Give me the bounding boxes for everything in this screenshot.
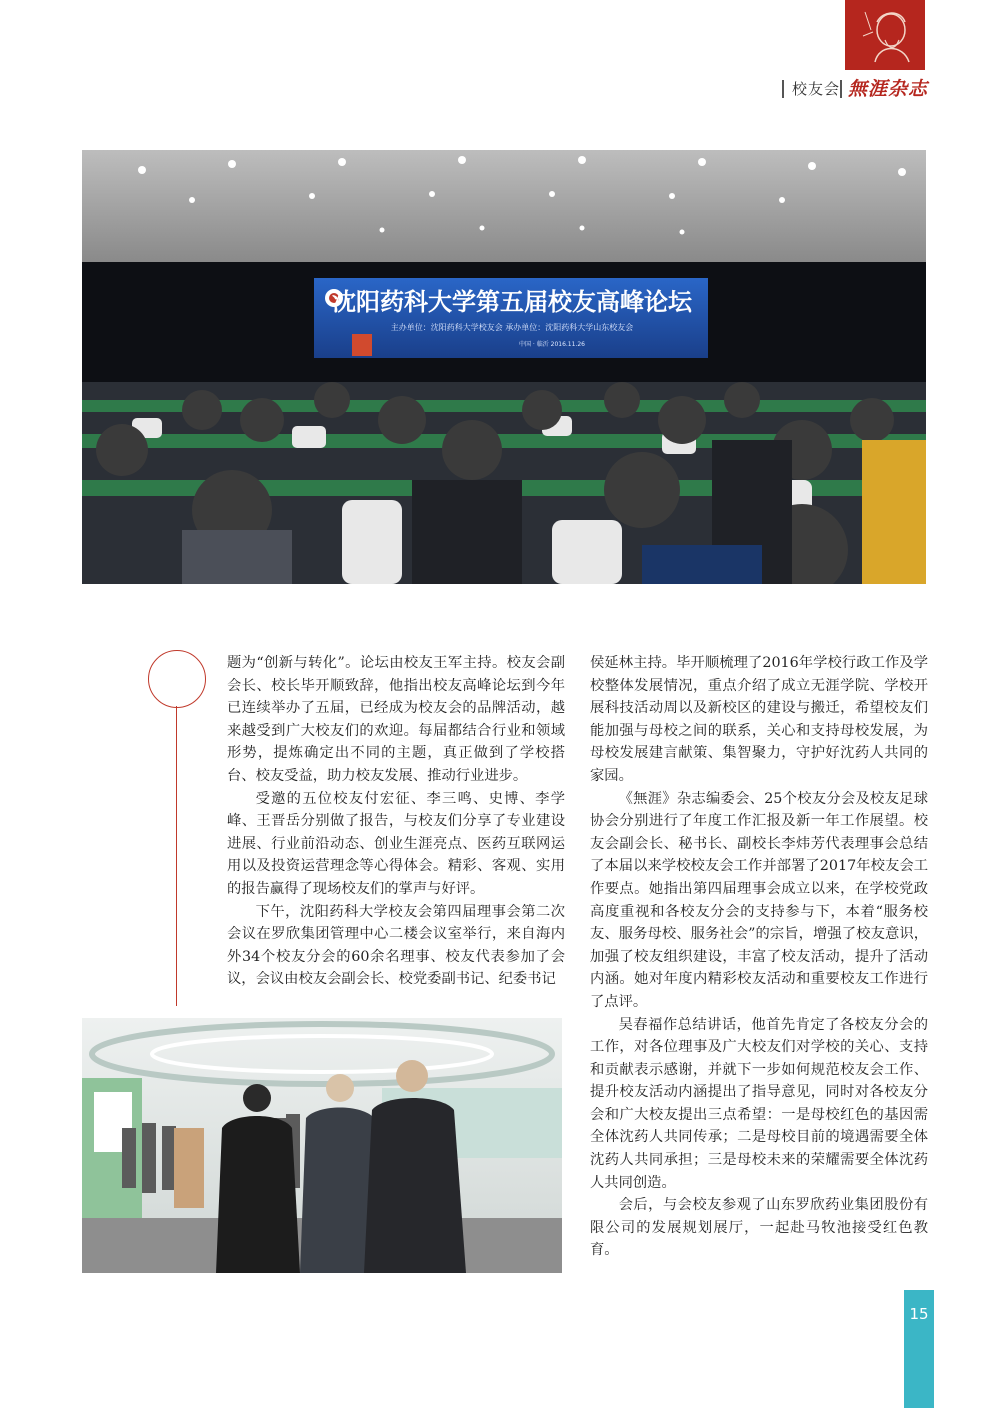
paragraph: 题为“创新与转化”。论坛由校友王军主持。校友会副会长、校长毕开顺致辞，他指出校友高峰论坛到今年已连续举办了五届，已经成为校友会的品牌活动，越来越受到广大校友们的欢迎。每届都结合行业和领域形势，提炼确定出不同的主题，真正做到了学校搭台、校友受益，助力校友发展、推动行业进步。 — [227, 655, 565, 784]
paragraph: 受邀的五位校友付宏征、李三鸣、史博、李学峰、王晋岳分别做了报告，与校友们分享了专业建设进展、行业前沿动态、创业生涯亮点、医药互联网运用以及投资运营理念等心得体会。精彩、客观、实用的报告赢得了现场校友们的掌声与好评。 — [227, 790, 565, 897]
forum-hall-photo — [82, 150, 926, 584]
decorative-circle — [148, 650, 206, 708]
magazine-title: 無涯杂志 — [848, 78, 929, 100]
paragraph: 吴春福作总结讲话，他首先肯定了各校友分会的工作，对各位理事及广大校友们对学校的关心、支持和贡献表示感谢，并就下一步如何规范校友会工作、提升校友活动内涵提出了指导意见，同时对各校友分会和广大校友提出三点希望：一是母校红色的基因需全体沈药人共同传承；二是母校目前的境遇需要全体沈药人共同承担；三是母校未来的荣耀需要全体沈药人共同创造。 — [590, 1016, 928, 1191]
section-label: 校友会 — [792, 80, 841, 98]
banner-location: 中国 · 临沂 2016.11.26 — [519, 341, 585, 348]
page-number: 15 — [909, 1305, 929, 1323]
paragraph: 《無涯》杂志编委会、25个校友分会及校友足球协会分别进行了年度工作汇报及新一年工作展望。校友会副会长、秘书长、副校长李炜芳代表理事会总结了本届以来学校校友会工作并部署了2017年校友会工作要点。她指出第四届理事会成立以来，在学校党政高度重视和各校友分会的支持参与下，本着“服务校友、服务母校、服务社会”的宗旨，增强了校友意识，加强了校友组织建设，丰富了校友活动，提升了活动内涵。她对年度内精彩校友活动和重要校友工作进行了点评。 — [590, 790, 928, 1010]
decorative-line — [176, 706, 177, 1006]
section-divider-left — [782, 80, 784, 98]
magazine-logo — [845, 0, 925, 70]
exhibition-visit-photo — [82, 1018, 562, 1273]
section-divider-right — [840, 80, 842, 98]
paragraph: 下午，沈阳药科大学校友会第四届理事会第二次会议在罗欣集团管理中心二楼会议室举行，来自海内外34个校友分会的60余名理事、校友代表参加了会议，会议由校友会副会长、校党委副书记、纪委书记 — [227, 903, 565, 988]
banner-subtitle: 主办单位：沈阳药科大学校友会 承办单位：沈阳药科大学山东校友会 — [390, 323, 634, 332]
paragraph: 侯延林主持。毕开顺梳理了2016年学校行政工作及学校整体发展情况，重点介绍了成立无涯学院、学校开展科技活动周以及新校区的建设与搬迁，希望校友们能加强与母校之间的联系，关心和支持母校发展，为母校发展建言献策、集智聚力，守护好沈药人共同的家园。 — [590, 655, 928, 784]
left-text-column — [227, 652, 565, 991]
banner-title: 沈阳药科大学第五届校友高峰论坛 — [332, 288, 692, 316]
paragraph: 会后，与会校友参观了山东罗欣药业集团股份有限公司的发展规划展厅，一起赴马牧池接受红色教育。 — [590, 1197, 928, 1259]
right-text-column — [590, 652, 928, 1262]
